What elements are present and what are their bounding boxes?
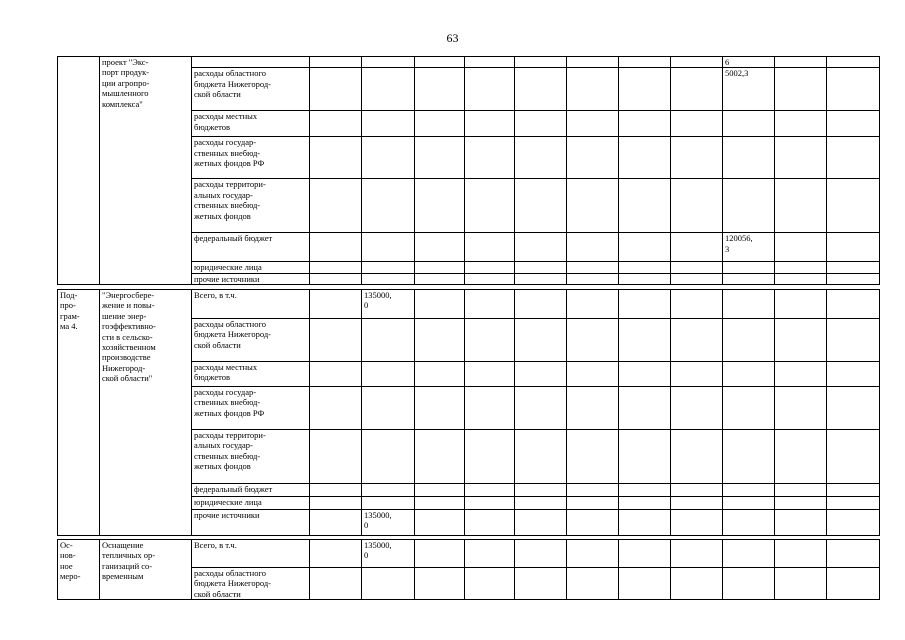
source-legal: юридические лица (192, 262, 310, 273)
source-other: прочие источники (192, 273, 310, 284)
source-legal: юридические лица (192, 497, 310, 510)
project-name-cell: проект "Экс- порт продук- ции агропро- мышленного комплекса" (100, 57, 192, 285)
main-event-name: Оснащение тепличных ор- ганизаций со- временным (100, 540, 192, 600)
table-row (58, 290, 880, 319)
source-total: Всего, в т.ч. (192, 290, 310, 319)
source-state-funds: расходы государ- ственных внебюд- жетных фондов РФ (192, 387, 310, 430)
page-number: 63 (446, 31, 459, 45)
table-row (58, 57, 880, 68)
budget-table (57, 56, 880, 285)
value-cell: 6 (723, 57, 775, 68)
table-row (58, 540, 880, 568)
source-local: расходы местных бюджетов (192, 362, 310, 387)
source-cell (192, 57, 310, 68)
subprogram-name: "Энергосбере- жение и повы- шение энер- гоэффективно- сти в сельско- хозяйственном производстве Нижегород- ской области" (100, 290, 192, 536)
source-regional: расходы областного бюджета Нижегород- ской области (192, 319, 310, 362)
source-local: расходы местных бюджетов (192, 111, 310, 137)
source-regional: расходы областного бюджета Нижегород- ской области (192, 568, 310, 600)
value-cell: 120056, 3 (723, 233, 775, 262)
source-other: прочие источники (192, 510, 310, 536)
budget-table-continued (57, 289, 880, 536)
source-territorial-funds: расходы территори- альных государ- ственных внебюд- жетных фондов (192, 179, 310, 233)
value-cell: 135000, 0 (362, 290, 415, 319)
cell-empty-label (58, 57, 100, 285)
value-cell: 135000, 0 (362, 540, 415, 568)
main-event-label: Ос- нов- ное меро- (58, 540, 100, 600)
source-state-funds: расходы государ- ственных внебюд- жетных фондов РФ (192, 137, 310, 179)
source-total: Всего, в т.ч. (192, 540, 310, 568)
value-cell: 135000, 0 (362, 510, 415, 536)
budget-table-event (57, 539, 880, 600)
source-federal: федеральный бюджет (192, 484, 310, 497)
source-regional: расходы областного бюджета Нижегород- ской области (192, 68, 310, 111)
subprogram-label: Под- про- грам- ма 4. (58, 290, 100, 536)
source-territorial-funds: расходы территори- альных государ- ственных внебюд- жетных фондов (192, 430, 310, 484)
source-federal: федеральный бюджет (192, 233, 310, 262)
value-cell: 5002,3 (723, 68, 775, 111)
